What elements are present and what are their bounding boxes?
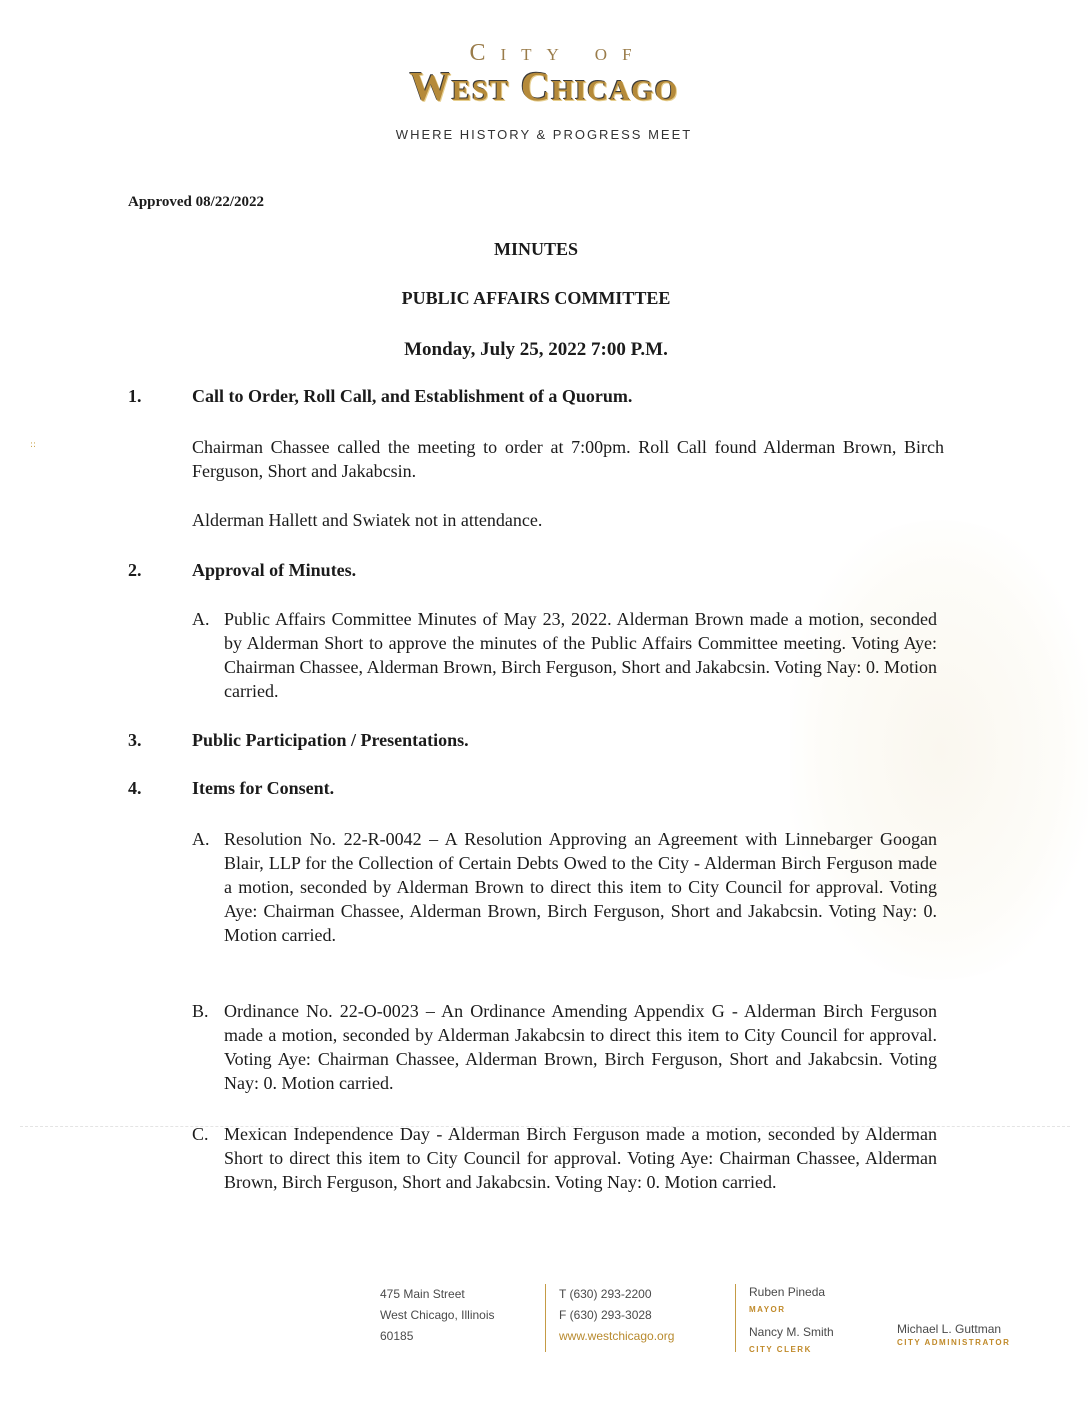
website-link[interactable]: www.westchicago.org bbox=[559, 1329, 675, 1343]
logo-tagline: WHERE HISTORY & PROGRESS MEET bbox=[395, 127, 693, 142]
address-line: West Chicago, Illinois bbox=[380, 1308, 495, 1322]
clerk-role: CITY CLERK bbox=[749, 1345, 812, 1354]
section-number: 2. bbox=[128, 560, 142, 580]
logo-city-of: City of bbox=[469, 40, 647, 66]
section-heading: Public Participation / Presentations. bbox=[192, 730, 469, 750]
phone-number: T (630) 293-2200 bbox=[559, 1287, 652, 1301]
item-text: Public Affairs Committee Minutes of May 23, 2022. Alderman Brown made a motion, seconded by Alderman Short to approve the minutes of the Public Affairs Committee meeting. Voting Aye: Chairman Chassee, Alderman Brown, Birch Ferguson, Short and Jakabcsin. Voting Nay: 0. Motion carried. bbox=[224, 609, 937, 701]
item-text: Mexican Independence Day - Alderman Birch Ferguson made a motion, seconded by Alderman Short to direct this item to City Council for approval. Voting Aye: Chairman Chassee, Alderman Brown, Birch Ferguson, Short and Jakabcsin. Voting Nay: 0. Motion carried. bbox=[224, 1124, 937, 1192]
item-label: A. bbox=[192, 609, 210, 629]
mayor-role: MAYOR bbox=[749, 1305, 786, 1314]
footer-officials bbox=[735, 1284, 834, 1352]
item-label: A. bbox=[192, 829, 210, 849]
admin-name: Michael L. Guttman bbox=[897, 1322, 1002, 1336]
fax-number: F (630) 293-3028 bbox=[559, 1308, 652, 1322]
section-paragraph: Alderman Hallett and Swiatek not in attendance. bbox=[192, 510, 543, 530]
section-heading: Items for Consent. bbox=[192, 778, 335, 798]
document-title: MINUTES bbox=[493, 239, 578, 259]
list-item bbox=[192, 1122, 937, 1194]
admin-role: CITY ADMINISTRATOR bbox=[897, 1338, 1011, 1347]
item-label: B. bbox=[192, 1001, 209, 1021]
list-item bbox=[192, 827, 937, 947]
item-label: C. bbox=[192, 1124, 209, 1144]
section-heading: Call to Order, Roll Call, and Establishment of a Quorum. bbox=[192, 386, 633, 406]
footer-contact bbox=[545, 1284, 674, 1352]
address-line: 60185 bbox=[380, 1329, 414, 1343]
item-text: Resolution No. 22-R-0042 – A Resolution Approving an Agreement with Linnebarger Googan Blair, LLP for the Collection of Certain Debts Owed to the City - Alderman Birch Ferguson made a motion, seconded by Alderman Brown to direct this item to City Council for approval. Voting Aye: Chairman Chassee, Alderman Brown, Birch Ferguson, Short and Jakabcsin. Voting Nay: 0. Motion carried. bbox=[224, 829, 937, 945]
item-text: Ordinance No. 22-O-0023 – An Ordinance Amending Appendix G - Alderman Birch Ferguson made a motion, seconded by Alderman Jakabcsin to direct this item to City Council for approval. Voting Aye: Chairman Chassee, Alderman Brown, Birch Ferguson, Short and Jakabcsin. Voting Nay: 0. Motion carried. bbox=[224, 1001, 937, 1093]
section-heading: Approval of Minutes. bbox=[192, 560, 357, 580]
section-number: 4. bbox=[128, 778, 142, 798]
list-item bbox=[192, 607, 937, 703]
footer-administrator bbox=[897, 1322, 1010, 1350]
committee-name: PUBLIC AFFAIRS COMMITTEE bbox=[401, 288, 671, 308]
meeting-datetime: Monday, July 25, 2022 7:00 P.M. bbox=[404, 339, 668, 360]
footer-address bbox=[380, 1284, 495, 1347]
list-item bbox=[192, 999, 937, 1095]
logo-west-chicago: West Chicago bbox=[409, 63, 679, 109]
address-line: 475 Main Street bbox=[380, 1287, 465, 1301]
clerk-name: Nancy M. Smith bbox=[749, 1325, 834, 1339]
section-number: 1. bbox=[128, 386, 142, 406]
section-number: 3. bbox=[128, 730, 142, 750]
scan-artifact-mark: :: bbox=[30, 440, 37, 450]
section-paragraph: Chairman Chassee called the meeting to order at 7:00pm. Roll Call found Alderman Brown, Birch Ferguson, Short and Jakabcsin. bbox=[192, 437, 944, 481]
approved-date: Approved 08/22/2022 bbox=[128, 194, 264, 210]
mayor-name: Ruben Pineda bbox=[749, 1285, 826, 1299]
